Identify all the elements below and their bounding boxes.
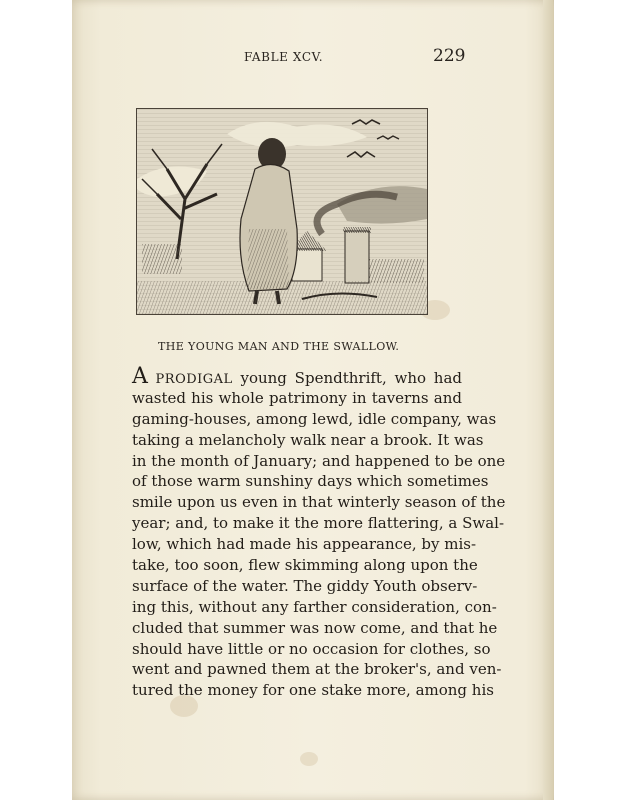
- running-title: FABLE XCV.: [244, 50, 324, 64]
- text-line: surface of the water. The giddy Youth observ-: [132, 576, 478, 595]
- text-line: low, which had made his appearance, by mis-: [132, 535, 477, 554]
- text-line: year; and, to make it the more flattering, a Swal-: [132, 514, 505, 533]
- text-line: of those warm sunshiny days which sometimes: [132, 472, 489, 491]
- fable-body: [132, 364, 506, 701]
- page-number: 229: [433, 46, 466, 66]
- foxing-spot: [300, 752, 318, 766]
- initial-letter: A: [132, 364, 148, 389]
- first-line-rest: young Spendthrift, who had: [232, 369, 462, 387]
- first-word: PRODIGAL: [147, 372, 233, 387]
- page-edge: [543, 0, 553, 800]
- text-line: gaming-houses, among lewd, idle company, was: [132, 409, 497, 428]
- text-line: wasted his whole patrimony in taverns and: [132, 388, 462, 407]
- text-line: went and pawned them at the broker's, and ven-: [132, 660, 502, 679]
- text-line: in the month of January; and happened to be one: [132, 451, 506, 470]
- text-line-first: [132, 364, 462, 389]
- text-line: taking a melancholy walk near a brook. It was: [132, 430, 484, 449]
- text-line: tured the money for one stake more, among his: [132, 681, 494, 700]
- text-line: smile upon us even in that winterly season of the: [132, 493, 506, 512]
- text-line: cluded that summer was now come, and that he: [132, 618, 498, 637]
- illustration-caption: THE YOUNG MAN AND THE SWALLOW.: [158, 340, 400, 353]
- text-line: ing this, without any farther consideration, con-: [132, 597, 497, 616]
- text-line: take, too soon, flew skimming along upon the: [132, 556, 478, 575]
- engraving-illustration: [136, 108, 428, 315]
- text-line: should have little or no occasion for clothes, so: [132, 639, 491, 658]
